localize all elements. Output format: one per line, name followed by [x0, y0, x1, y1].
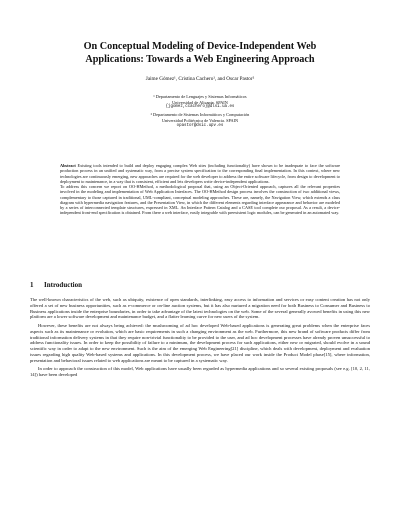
abstract [60, 163, 340, 216]
body-paragraph-1: The well-known characteristics of the web, such as ubiquity, existence of open standards, interlinking, easy access to information and services or easy content creation has not only offered a set of new business opportunities, such as e-commerce or on-line auction systems, but it has also nurtured a migration need for both Business to Consumer and Business to Business applications inside the enterprise boundaries, in order to take advantage of the latest technologies on the web. Some of the several generally avowed benefits in using this new platform are a lower software development and maintenance budget, and a flatter learning curve for new users of the system. [30, 297, 370, 320]
abstract-paragraph-1 [60, 163, 340, 184]
affiliation-1 [40, 94, 360, 111]
affiliation-2-line1: ² Departamento de Sistemas Informáticos y Computación [150, 112, 250, 118]
abstract-paragraph-2: To address this concern we report on OO-HMethod, a methodological proposal that, using an Object-Oriented approach, captures all the relevant properties involved in the modeling and implementation of Web Application Interfaces. The OO-HMethod design process involves the construction of two additional views, complementary to those captured in traditional, UML-compliant, conceptual modeling approaches. These are, namely, the Navigation View, which extends a class diagram with hypermedia navigation features, and the Presentation View, in which the different elements regarding interface appearance and behavior are modeled by a series of interconnected template structures, expressed in XML. An Interface Pattern Catalog and a CASE tool complete our proposal. As a result, a device-independent front-end specification is obtained. From there a web interface, easily integrable with preexistent logic modules, can be generated in an automated way. [60, 184, 340, 216]
title-line-2: Applications: Towards a Web Engineering Approach [85, 54, 315, 65]
affiliation-2-email: opastor@dsic.upv.es [176, 123, 224, 128]
section-number: 1 [30, 281, 34, 289]
affiliation-1-email: {jgomez,ccachero}@dlsi.ua.es [165, 105, 235, 110]
title-line-1: On Conceptual Modeling of Device-Independent Web [83, 41, 317, 52]
body-paragraph-3: In order to approach the construction of this model, Web applications have usually been regarded as hypermedia applications and so several existing proposals (see e.g. [10, 2, 11, 14]) have been developed [30, 366, 370, 377]
paper-title [40, 40, 360, 66]
section-title: Introduction [44, 281, 82, 289]
affiliations [40, 94, 360, 131]
affiliation-1-line1: ¹ Departamento de Lenguajes y Sistemas Informáticos [153, 94, 247, 99]
affiliation-2 [40, 112, 360, 129]
affiliation-2-line2: Universidad Politécnica de Valencia. SPAIN [161, 117, 239, 123]
abstract-text-1: Existing tools intended to build and deploy engaging complex Web sites (including functionality) have shown to be inadequate to face the software production process in an unified and systematic way, from a precise system specification to the corresponding final implementation. In this context, where new technologies are continuously emerging, new approaches are required for the web developer to address the entire software lifecycle, from design to development to deployment to maintenance, in a way that is consistent, efficient and lets developers write device-independent applications. [60, 163, 340, 184]
abstract-heading: Abstract [60, 163, 76, 168]
body-text [30, 297, 370, 381]
author-list: Jaime Gómez¹, Cristina Cachero¹, and Oscar Pastor² [145, 76, 255, 82]
body-paragraph-2: However, these benefits are not always being achieved: the mushrooming of ad hoc developed Web-based applications is generating great problems when the enterprise faces aspects such as its maintenance or evolution, which are basic requirements in such a changing environment as the web. Furthermore, this new brand of software products differ from traditional information delivery systems in that they require non-trivial functionality to be provided to the user, and ad hoc development processes have already proven unsuccessful to address functionality issues. In order to keep the possibility of failure to a minimum, the development process for such applications, either new or migrated, should evolve in a sound scientific way in order to adapt to the new environment. Such is the aim of the emerging Web Engineering[21] discipline, which deals with development, deployment and evaluation issues regarding high quality Web-based systems and applications. In this development process, we have placed our work inside the Product Model phase[15], where information, presentation and behavioral issues related to web applications are meant to be captured in a systematic way. [30, 323, 370, 363]
section-heading [30, 281, 370, 289]
affiliation-1-line2: Universidad de Alicante. SPAIN [172, 99, 228, 105]
